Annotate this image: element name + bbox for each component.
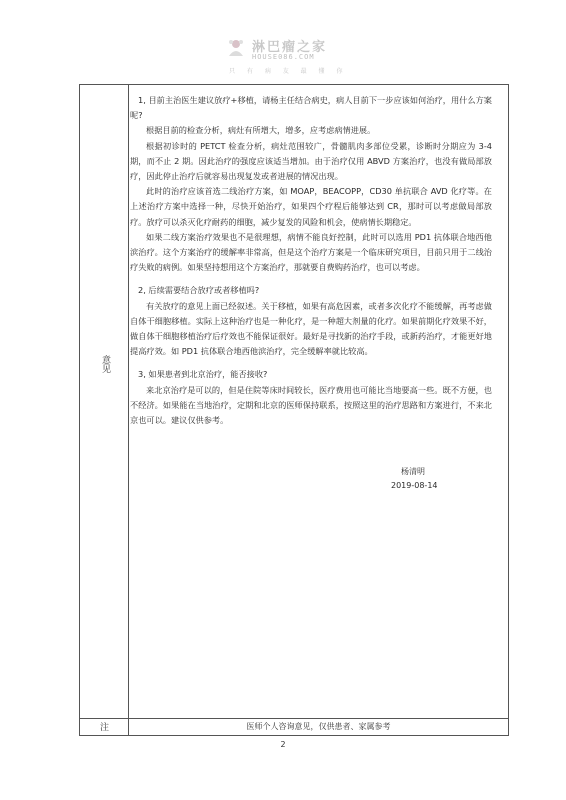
question-1: 1, 目前主治医生建议放疗+移植，请杨主任结合病史，病人目前下一步应该如何治疗，用什么方案呢? — [130, 95, 492, 121]
label-column — [80, 85, 129, 735]
house-logo-icon — [225, 36, 247, 58]
consultation-form — [79, 84, 509, 736]
watermark-title: 淋巴瘤之家 — [252, 40, 328, 55]
page-number: 2 — [280, 740, 286, 749]
answer-1-paragraph-2: 根据初诊时的 PETCT 检查分析，病灶范围较广，骨髓肌肉多部位受累，诊断时分期应为 3-4 期，而不止 2 期。因此治疗的强度应该适当增加。由于治疗仅用 ABVD 方案治疗，也没有做局部放疗，因此停止治疗后就容易出现复发或者进展的情况出现。 — [130, 140, 492, 182]
answer-1-paragraph-1: 根据目前的检查分析，病灶有所增大，增多，应考虑病情进展。 — [146, 125, 376, 136]
answer-1-paragraph-4: 如果二线方案治疗效果也不是很理想，病情不能良好控制，此时可以选用 PD1 抗体联合地西他滨治疗。这个方案治疗的缓解率非常高，但是这个治疗方案是一个临床研究项目，目前只用于二线治疗失败的病例。如果坚持想用这个方案治疗，那就要自费购药治疗，也可以考虑。 — [130, 231, 492, 273]
opinion-content — [130, 93, 492, 428]
row-divider — [80, 718, 508, 719]
note-text: 医师个人咨询意见，仅供患者、家属参考 — [246, 722, 391, 731]
watermark-url: HOUSE086.COM — [252, 53, 315, 61]
answer-2-paragraph-1: 有关放疗的意见上面已经叙述。关于移植，如果有高危因素，或者多次化疗不能缓解，再考虑做自体干细胞移植。实际上这种治疗也是一种化疗，是一种超大剂量的化疗。如果前期化疗效果不好，做自体干细胞移植治疗后疗效也不能保证很好。最好是寻找新的治疗手段，或新药治疗，才能更好地提高疗效。如 PD1 抗体联合地西他滨治疗，完全缓解率就比较高。 — [130, 300, 492, 357]
watermark — [225, 34, 355, 82]
answer-1-paragraph-3: 此时的治疗应该首选二线治疗方案，如 MOAP，BEACOPP，CD30 单抗联合 AVD 化疗等。在上述治疗方案中选择一种，尽快开始治疗，如果四个疗程后能够达到 CR，那时可以考虑做局部放疗。放疗可以杀灭化疗耐药的细胞，减少复发的风险和机会，使病情长期稳定。 — [130, 186, 492, 227]
note-label: 注 — [99, 723, 109, 733]
doctor-signature: 杨清明 — [401, 467, 425, 476]
question-2: 2, 后续需要结合放疗或者移植吗? — [138, 285, 260, 296]
opinion-label: 意见 — [100, 355, 110, 373]
answer-3-paragraph-1: 来北京治疗是可以的，但是住院等床时间较长，医疗费用也可能比当地要高一些。既不方便，也不经济。如果能在当地治疗，定期和北京的医师保持联系，按照这里的治疗思路和方案进行，不来北京也可以。建议仅供参考。 — [130, 384, 492, 426]
signature-date: 2019-08-14 — [391, 481, 438, 490]
watermark-slogan: 只 有 病 友 最 懂 你 — [229, 68, 348, 75]
question-3: 3, 如果患者到北京治疗，能否接收? — [138, 369, 268, 380]
